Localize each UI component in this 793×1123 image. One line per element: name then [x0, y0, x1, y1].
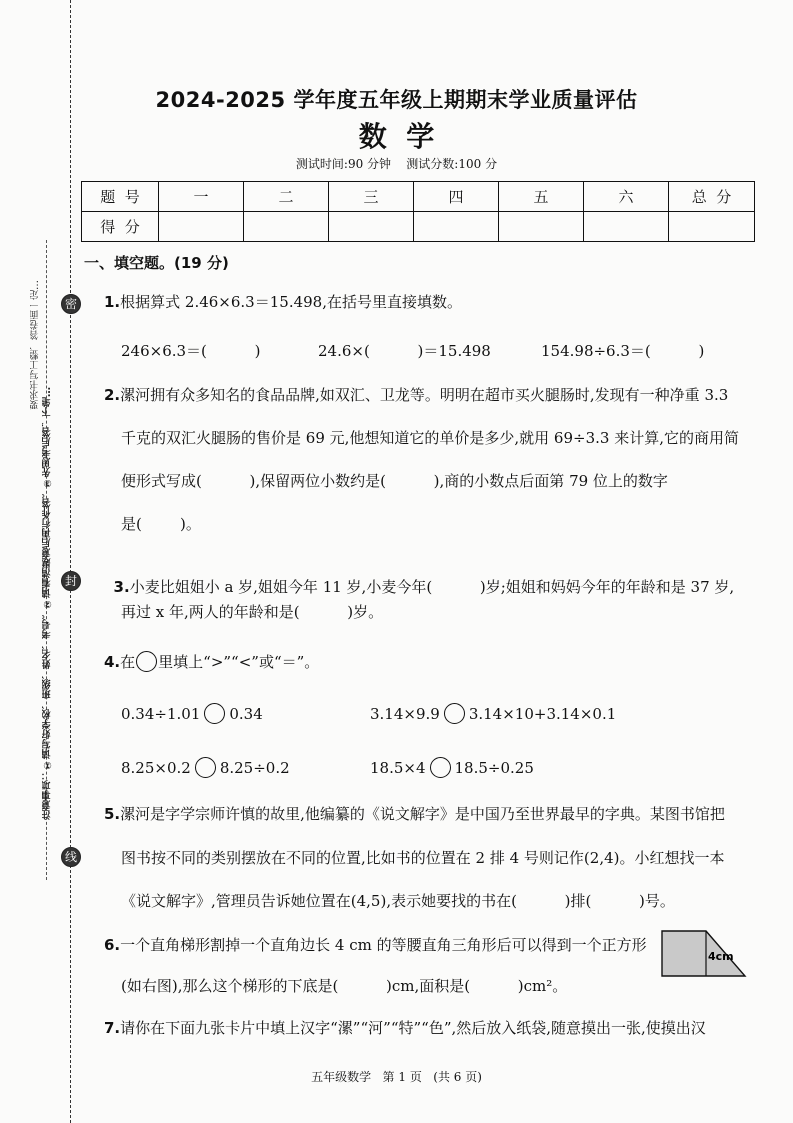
expr-left: 3.14×9.9 — [370, 705, 440, 723]
question-text: 请你在下面九张卡片中填上汉字“漯”“河”“特”“色”,然后放入纸袋,随意摸出一张,使摸出汉 — [120, 1019, 706, 1037]
score-input-cell[interactable] — [329, 212, 414, 242]
table-cell: 一 — [159, 182, 244, 212]
question-number: 3. — [113, 578, 130, 596]
question-text: 小麦比姐姐小 a 岁,姐姐今年 11 岁,小麦今年( )岁;姐姐和妈妈今年的年龄和是 37 岁, — [129, 578, 735, 596]
expr-left: 8.25×0.2 — [121, 759, 191, 777]
expr-right: 8.25÷0.2 — [219, 759, 290, 777]
trapezoid-figure — [661, 930, 747, 978]
question-5-line-3[interactable]: 《说文解字》,管理员告诉她位置在(4,5),表示她要找的书在( )排( )号。 — [121, 892, 675, 910]
question-7 — [104, 1017, 706, 1038]
question-3[interactable] — [104, 558, 734, 597]
question-text: 一个直角梯形割掉一个直角边长 4 cm 的等腰直角三角形后可以得到一个正方形 — [120, 936, 647, 954]
question-6-line-2[interactable]: (如右图),那么这个梯形的下底是( )cm,面积是( )cm²。 — [121, 977, 568, 995]
score-input-cell[interactable] — [159, 212, 244, 242]
table-cell: 总 分 — [669, 182, 755, 212]
question-text-post: 里填上“>”“<”或“＝”。 — [158, 653, 320, 671]
score-table — [81, 181, 755, 242]
table-cell: 六 — [584, 182, 669, 212]
q4-compare-4 — [370, 757, 534, 778]
question-6 — [104, 934, 647, 955]
question-4 — [104, 651, 319, 672]
table-cell: 题 号 — [82, 182, 159, 212]
question-2 — [104, 384, 728, 405]
question-text: 漯河拥有众多知名的食品品牌,如双汇、卫龙等。明明在超市买火腿肠时,发现有一种净重 3.3 — [120, 386, 729, 404]
exam-notice-sidebar: 注意事项：①请写好学校、班级、姓名、考号。②请看清题意后再行作答。③先思考后答，下笔… — [42, 387, 53, 820]
question-text-pre: 在 — [120, 653, 136, 671]
score-input-cell[interactable] — [669, 212, 755, 242]
score-input-cell[interactable] — [244, 212, 329, 242]
score-table-score-row — [82, 212, 755, 242]
section-heading: 一、填空题。(19 分) — [84, 254, 229, 272]
expr-right: 0.34 — [229, 705, 263, 723]
question-5 — [104, 803, 725, 824]
seal-mark-top: 密 — [61, 294, 81, 314]
answer-circle[interactable] — [430, 757, 451, 778]
q4-compare-3 — [121, 757, 290, 778]
expr-left: 18.5×4 — [370, 759, 426, 777]
seal-mark-middle: 封 — [61, 571, 81, 591]
q1-item-a[interactable]: 246×6.3＝( ) — [121, 342, 261, 360]
q4-compare-2 — [370, 703, 616, 724]
exam-title: 2024-2025 学年度五年级上期期末学业质量评估 — [155, 88, 638, 112]
table-cell: 四 — [414, 182, 499, 212]
question-number: 4. — [104, 653, 121, 671]
answer-circle[interactable] — [204, 703, 225, 724]
page-footer: 五年级数学 第 1 页 (共 6 页) — [311, 1070, 482, 1084]
expr-right: 3.14×10+3.14×0.1 — [468, 705, 617, 723]
q1-item-b[interactable]: 24.6×( )＝15.498 — [318, 342, 491, 360]
question-2-line-3[interactable]: 便形式写成( ),保留两位小数约是( ),商的小数点后面第 79 位上的数字 — [121, 472, 668, 490]
question-2-line-2: 千克的双汇火腿肠的售价是 69 元,他想知道它的单价是多少,就用 69÷3.3 来计算,它的商用简 — [121, 429, 739, 447]
compare-circle-icon — [136, 651, 157, 672]
answer-circle[interactable] — [195, 757, 216, 778]
score-input-cell[interactable] — [499, 212, 584, 242]
score-input-cell[interactable] — [414, 212, 499, 242]
q4-compare-1 — [121, 703, 263, 724]
question-number: 5. — [104, 805, 121, 823]
seal-mark-bottom: 线 — [61, 847, 81, 867]
answer-circle[interactable] — [444, 703, 465, 724]
q1-item-c[interactable]: 154.98÷6.3＝( ) — [541, 342, 705, 360]
question-5-line-2: 图书按不同的类别摆放在不同的位置,比如书的位置在 2 排 4 号则记作(2,4)。小红想找一本 — [121, 849, 725, 867]
exam-notice-sidebar-2: 要求书写工整、答卷面一定… — [30, 280, 41, 410]
table-cell: 五 — [499, 182, 584, 212]
score-input-cell[interactable] — [584, 212, 669, 242]
figure-label: 4cm — [708, 950, 734, 963]
table-cell: 得 分 — [82, 212, 159, 242]
question-number: 2. — [104, 386, 121, 404]
table-cell: 三 — [329, 182, 414, 212]
question-number: 7. — [104, 1019, 121, 1037]
question-number: 6. — [104, 936, 121, 954]
question-text: 根据算式 2.46×6.3＝15.498,在括号里直接填数。 — [120, 293, 462, 311]
expr-left: 0.34÷1.01 — [121, 705, 201, 723]
question-1 — [104, 291, 462, 312]
question-number: 1. — [104, 293, 121, 311]
question-text: 漯河是字学宗师许慎的故里,他编纂的《说文解字》是中国乃至世界最早的字典。某图书馆把 — [120, 805, 725, 823]
subject-title: 数 学 — [358, 120, 435, 153]
table-cell: 二 — [244, 182, 329, 212]
exam-info: 测试时间:90 分钟 测试分数:100 分 — [295, 157, 498, 171]
score-table-header-row — [82, 182, 755, 212]
question-3-line-2[interactable]: 再过 x 年,两人的年龄和是( )岁。 — [121, 603, 384, 621]
question-2-line-4[interactable]: 是( )。 — [121, 515, 201, 533]
expr-right: 18.5÷0.25 — [454, 759, 534, 777]
